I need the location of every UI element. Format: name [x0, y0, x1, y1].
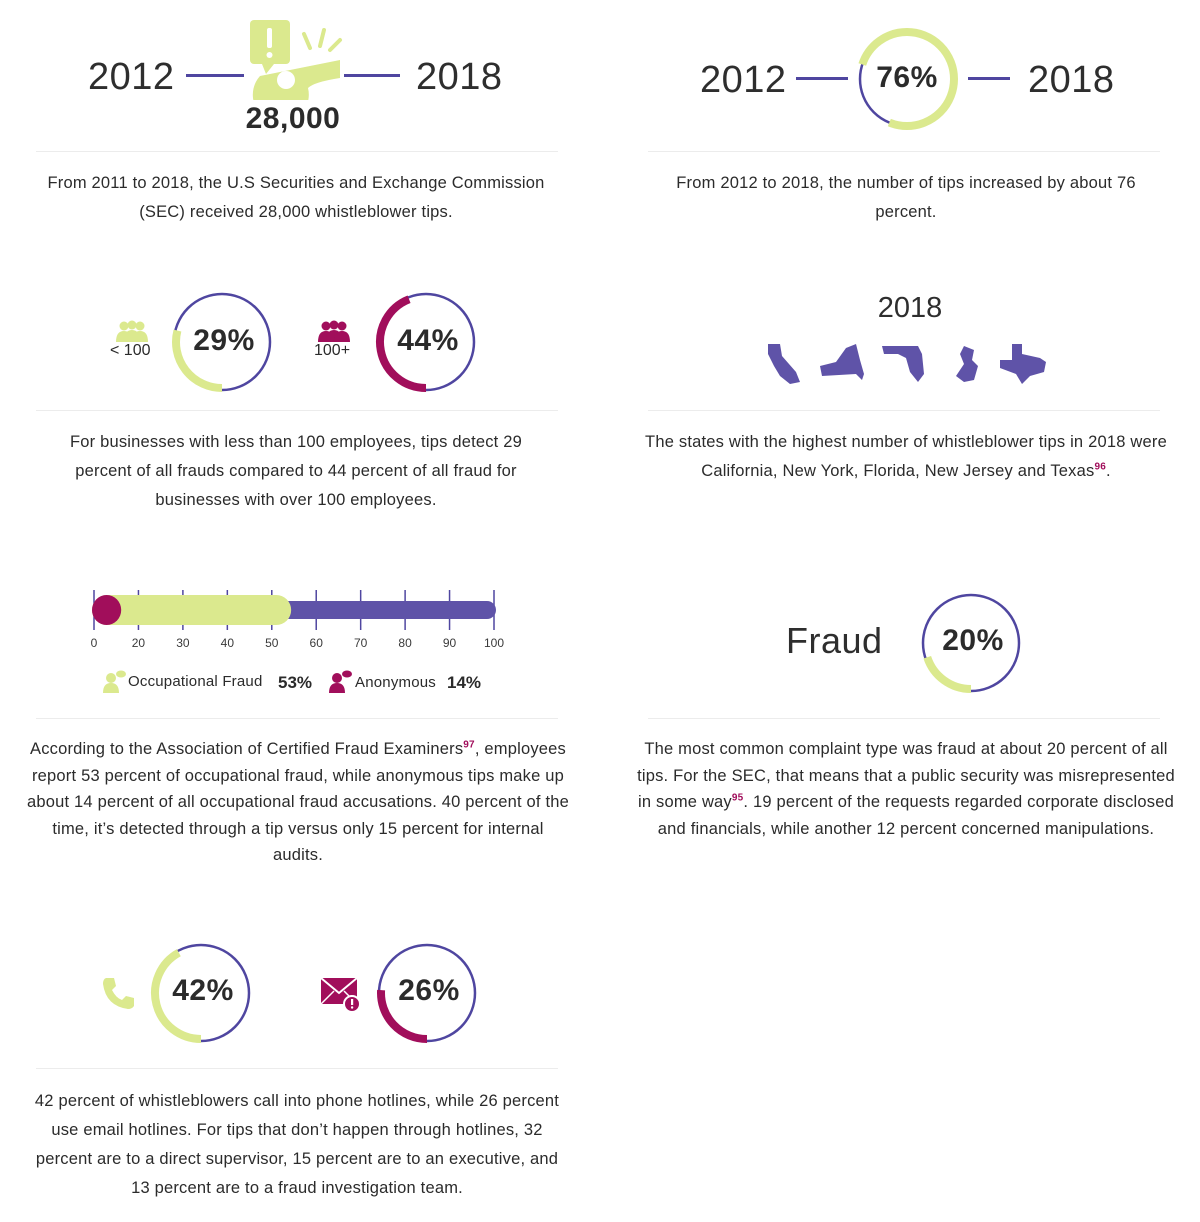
bar-occupational: [92, 595, 291, 625]
tick-label: 30: [176, 636, 190, 650]
small-business-label: < 100: [110, 342, 151, 359]
percent-label: 42%: [172, 974, 234, 1007]
tick-label: 80: [398, 636, 412, 650]
large-group-icon: [314, 320, 354, 342]
year-start: 2012: [88, 56, 175, 98]
tick-label: 90: [442, 636, 457, 650]
tips-increase-text: From 2012 to 2018, the number of tips increased by about 76 percent.: [676, 174, 1136, 221]
footnote-ref[interactable]: 95: [731, 792, 744, 804]
california-icon: [768, 344, 800, 384]
hotlines-text: 42 percent of whistleblowers call into phone hotlines, while 26 percent use email hotlines. For tips that don’t happen through hotlines, 32 percent are to a direct supervisor, 15 percent are to an executive, and 13 percent are to a fraud investigation team.: [34, 1092, 560, 1197]
occupational-text: [26, 736, 570, 869]
percent-label: 20%: [942, 624, 1004, 657]
divider: [36, 151, 558, 152]
footnote-ref[interactable]: 96: [1094, 461, 1106, 473]
occupational-value: 53%: [278, 673, 313, 692]
tick-label: 50: [265, 636, 279, 650]
anonymous-label: Anonymous: [355, 674, 437, 691]
anonymous-person-icon: [328, 669, 352, 693]
fraud-type-text: [634, 736, 1178, 842]
new-york-icon: [820, 344, 864, 380]
anonymous-value: 14%: [447, 673, 482, 692]
year-start: 2012: [700, 59, 787, 101]
tick-label: 20: [131, 636, 146, 650]
states-text: [628, 428, 1184, 486]
percent-label: 29%: [193, 324, 255, 357]
tick-label: 40: [220, 636, 235, 650]
business-size-text: For businesses with less than 100 employees, tips detect 29 percent of all frauds compared to 44 percent of all fraud for businesses with over 100 employees.: [69, 433, 523, 509]
whistle-icon: [244, 18, 344, 100]
percent-label: 76%: [876, 61, 938, 94]
footnote-ref[interactable]: 97: [463, 739, 475, 751]
speech-person-icon: [102, 669, 126, 693]
timeline-line-right: [968, 77, 1010, 80]
percent-label: 26%: [398, 974, 460, 1007]
states-text-end: .: [1105, 462, 1111, 480]
occupational-label: Occupational Fraud: [128, 673, 263, 690]
tick-label: 70: [353, 636, 368, 650]
divider: [648, 718, 1160, 719]
tips-total-value: 28,000: [245, 102, 341, 135]
fraud-type-text-b: . 19 percent of the requests regarded corporate disclosed and financials, while another 12 percent concerned manipulations.: [657, 793, 1174, 838]
fraud-word: Fraud: [786, 620, 883, 661]
timeline-line-left: [796, 77, 848, 80]
year-end: 2018: [416, 56, 503, 98]
tick-label: 60: [309, 636, 323, 650]
divider: [36, 718, 558, 719]
year-end: 2018: [1028, 59, 1115, 101]
divider: [648, 410, 1160, 411]
occupational-text-a: According to the Association of Certified Fraud Examiners: [30, 740, 464, 758]
fraud-type-text-a: The most common complaint type was fraud at about 20 percent of all tips. For the SEC, that means that a public security was misrepresented in some way: [637, 740, 1175, 811]
small-group-icon: [112, 320, 152, 342]
bar-anonymous: [92, 595, 121, 625]
email-alert-icon: [320, 976, 362, 1014]
timeline-line-left: [186, 74, 244, 77]
occupational-text-b: , employees report 53 percent of occupational fraud, while anonymous tips make up about 14 percent of all occupational fraud accusations. 40 percent of the time, it’s detected through a tip versus only 15 percent for internal audits.: [26, 740, 570, 864]
tick-label: 100: [483, 636, 505, 650]
divider: [36, 1068, 558, 1069]
tick-label: 0: [90, 636, 98, 650]
tips-total-text: From 2011 to 2018, the U.S Securities and Exchange Commission (SEC) received 28,000 whistleblower tips.: [47, 174, 545, 221]
states-year: 2018: [877, 292, 943, 324]
states-map-icons: [760, 340, 1060, 386]
large-business-label: 100+: [314, 342, 351, 359]
states-text-main: The states with the highest number of whistleblower tips in 2018 were California, New York, Florida, New Jersey and Texas: [645, 433, 1167, 480]
divider: [648, 151, 1160, 152]
divider: [36, 410, 558, 411]
percent-label: 44%: [397, 324, 459, 357]
florida-icon: [882, 346, 924, 382]
occupational-bar: [90, 590, 500, 634]
timeline-line-right: [344, 74, 400, 77]
texas-icon: [1000, 344, 1046, 384]
new-jersey-icon: [956, 346, 978, 382]
phone-icon: [102, 976, 136, 1010]
